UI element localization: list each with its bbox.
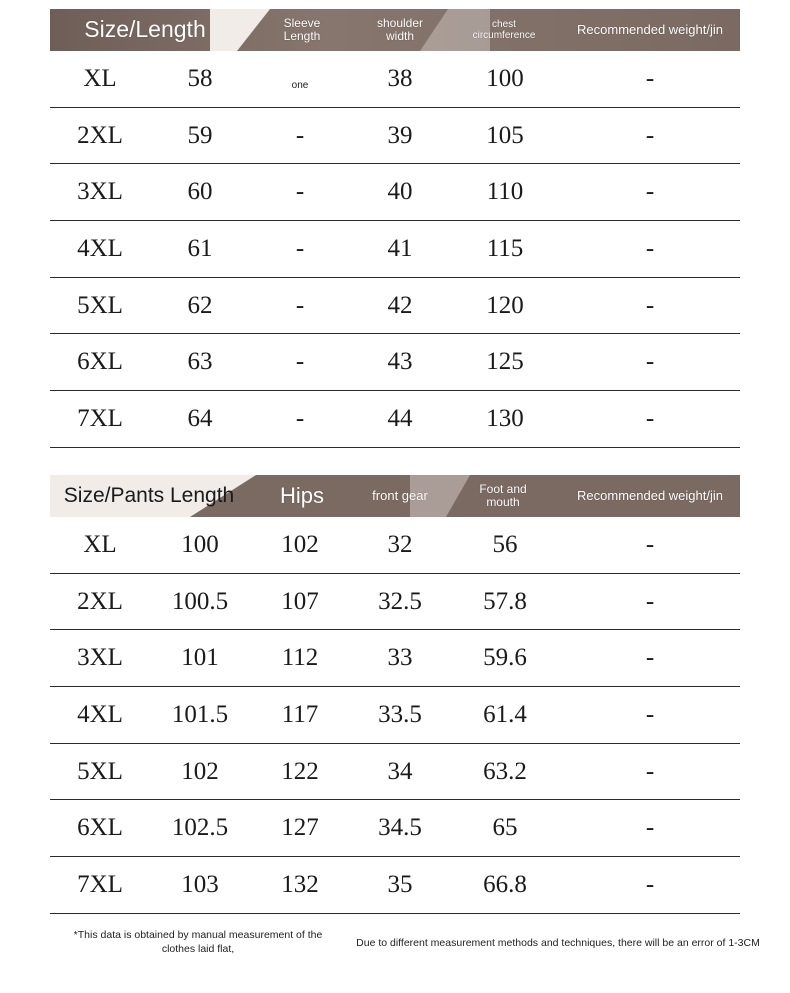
measurement-cell: 101.5: [171, 700, 229, 728]
table-row: [50, 630, 740, 687]
measurement-cell: 38: [387, 64, 413, 92]
table-row: [50, 391, 740, 448]
measurement-cell: -: [645, 64, 655, 92]
measurement-cell: 130: [486, 404, 524, 432]
measurement-cell: 44: [387, 404, 413, 432]
top-size-table: [50, 9, 740, 448]
measurement-cell: -: [645, 530, 655, 558]
measurement-cell: -: [295, 404, 305, 432]
table-row: [50, 744, 740, 801]
measurement-cell: 112: [281, 644, 319, 672]
header-foot-and-mouth: Foot and mouth: [479, 481, 527, 509]
measurement-cell: -: [645, 291, 655, 319]
bottom-table-body: [50, 517, 740, 914]
measurement-cell: -: [295, 291, 305, 319]
header-hips: Hips: [279, 482, 324, 508]
measurement-cell: 62: [187, 291, 213, 319]
measurement-cell: 63: [187, 348, 213, 376]
size-cell: 2XL: [77, 121, 123, 149]
measurement-cell: -: [645, 814, 655, 842]
measurement-cell: 41: [387, 234, 413, 262]
measurement-cell: 103: [181, 870, 219, 898]
table-row: [50, 687, 740, 744]
size-cell: 3XL: [77, 178, 123, 206]
measurement-cell: one: [291, 80, 309, 92]
measurement-cell: 40: [387, 178, 413, 206]
top-table-header: [50, 9, 740, 51]
measurement-cell: -: [645, 178, 655, 206]
measurement-cell: 56: [492, 530, 518, 558]
measurement-cell: -: [295, 178, 305, 206]
bottom-table-header: [50, 475, 740, 517]
measurement-cell: 100.5: [171, 587, 229, 615]
measurement-cell: -: [645, 587, 655, 615]
measurement-cell: -: [645, 757, 655, 785]
measurement-cell: 34: [387, 757, 413, 785]
measurement-cell: 39: [387, 121, 413, 149]
measurement-cell: -: [645, 644, 655, 672]
measurement-cell: 59.6: [483, 644, 527, 672]
header-recommended-weight: Recommended weight/jin: [577, 487, 723, 503]
measurement-cell: -: [645, 870, 655, 898]
header-shoulder-width: shoulder width: [376, 15, 424, 43]
table-row: [50, 108, 740, 165]
measurement-cell: 102.5: [171, 814, 229, 842]
measurement-cell: 63.2: [483, 757, 527, 785]
size-cell: 5XL: [77, 757, 123, 785]
measurement-cell: 42: [387, 291, 413, 319]
size-cell: 2XL: [77, 587, 123, 615]
bottom-size-table: [50, 475, 740, 914]
measurement-cell: 61.4: [483, 700, 527, 728]
measurement-cell: 35: [387, 870, 413, 898]
measurement-cell: 105: [486, 121, 524, 149]
header-front-gear: front gear: [372, 487, 428, 503]
table-row: [50, 800, 740, 857]
header-chest-circumference: chest circumference: [472, 19, 536, 41]
measurement-cell: 110: [486, 178, 524, 206]
measurement-cell: 34.5: [378, 814, 422, 842]
header-size-pants-length: Size/Pants Length: [63, 484, 235, 508]
footnote-left: *This data is obtained by manual measurement of the clothes laid flat,: [73, 929, 323, 956]
measurement-cell: 100: [181, 530, 219, 558]
size-cell: XL: [83, 530, 117, 558]
measurement-cell: -: [645, 234, 655, 262]
table-row: [50, 51, 740, 108]
table-row: [50, 857, 740, 914]
measurement-cell: 65: [492, 814, 518, 842]
measurement-cell: 122: [281, 757, 319, 785]
table-row: [50, 221, 740, 278]
table-row: [50, 334, 740, 391]
measurement-cell: 33.5: [378, 700, 422, 728]
size-cell: 5XL: [77, 291, 123, 319]
measurement-cell: 32.5: [378, 587, 422, 615]
measurement-cell: -: [295, 234, 305, 262]
measurement-cell: 32: [387, 530, 413, 558]
measurement-cell: -: [645, 348, 655, 376]
measurement-cell: -: [645, 404, 655, 432]
size-cell: 6XL: [77, 814, 123, 842]
measurement-cell: 102: [181, 757, 219, 785]
header-sleeve-length: Sleeve Length: [283, 15, 321, 43]
size-cell: XL: [83, 64, 117, 92]
size-cell: 7XL: [77, 870, 123, 898]
measurement-cell: -: [645, 121, 655, 149]
measurement-cell: 127: [281, 814, 319, 842]
header-size-length: Size/Length: [84, 16, 206, 43]
measurement-cell: 132: [281, 870, 319, 898]
measurement-cell: 100: [486, 64, 524, 92]
measurement-cell: 125: [486, 348, 524, 376]
measurement-cell: 33: [387, 644, 413, 672]
measurement-cell: -: [295, 121, 305, 149]
size-cell: 7XL: [77, 404, 123, 432]
measurement-cell: 61: [187, 234, 213, 262]
measurement-cell: 58: [187, 64, 213, 92]
size-cell: 3XL: [77, 644, 123, 672]
table-row: [50, 517, 740, 574]
top-table-body: [50, 51, 740, 448]
measurement-cell: 60: [187, 178, 213, 206]
measurement-cell: 59: [187, 121, 213, 149]
measurement-cell: 57.8: [483, 587, 527, 615]
table-row: [50, 164, 740, 221]
measurement-cell: 101: [181, 644, 219, 672]
size-cell: 6XL: [77, 348, 123, 376]
measurement-cell: 115: [486, 234, 524, 262]
footnote-right: Due to different measurement methods and techniques, there will be an error of 1-3CM: [356, 937, 760, 949]
measurement-cell: 120: [486, 291, 524, 319]
size-cell: 4XL: [77, 234, 123, 262]
measurement-cell: -: [295, 348, 305, 376]
size-cell: 4XL: [77, 700, 123, 728]
measurement-cell: 64: [187, 404, 213, 432]
measurement-cell: 102: [281, 530, 319, 558]
header-recommended-weight: Recommended weight/jin: [577, 21, 723, 37]
measurement-cell: 66.8: [483, 870, 527, 898]
table-row: [50, 574, 740, 631]
measurement-cell: -: [645, 700, 655, 728]
table-row: [50, 278, 740, 335]
measurement-cell: 107: [281, 587, 319, 615]
measurement-cell: 117: [281, 700, 319, 728]
measurement-cell: 43: [387, 348, 413, 376]
